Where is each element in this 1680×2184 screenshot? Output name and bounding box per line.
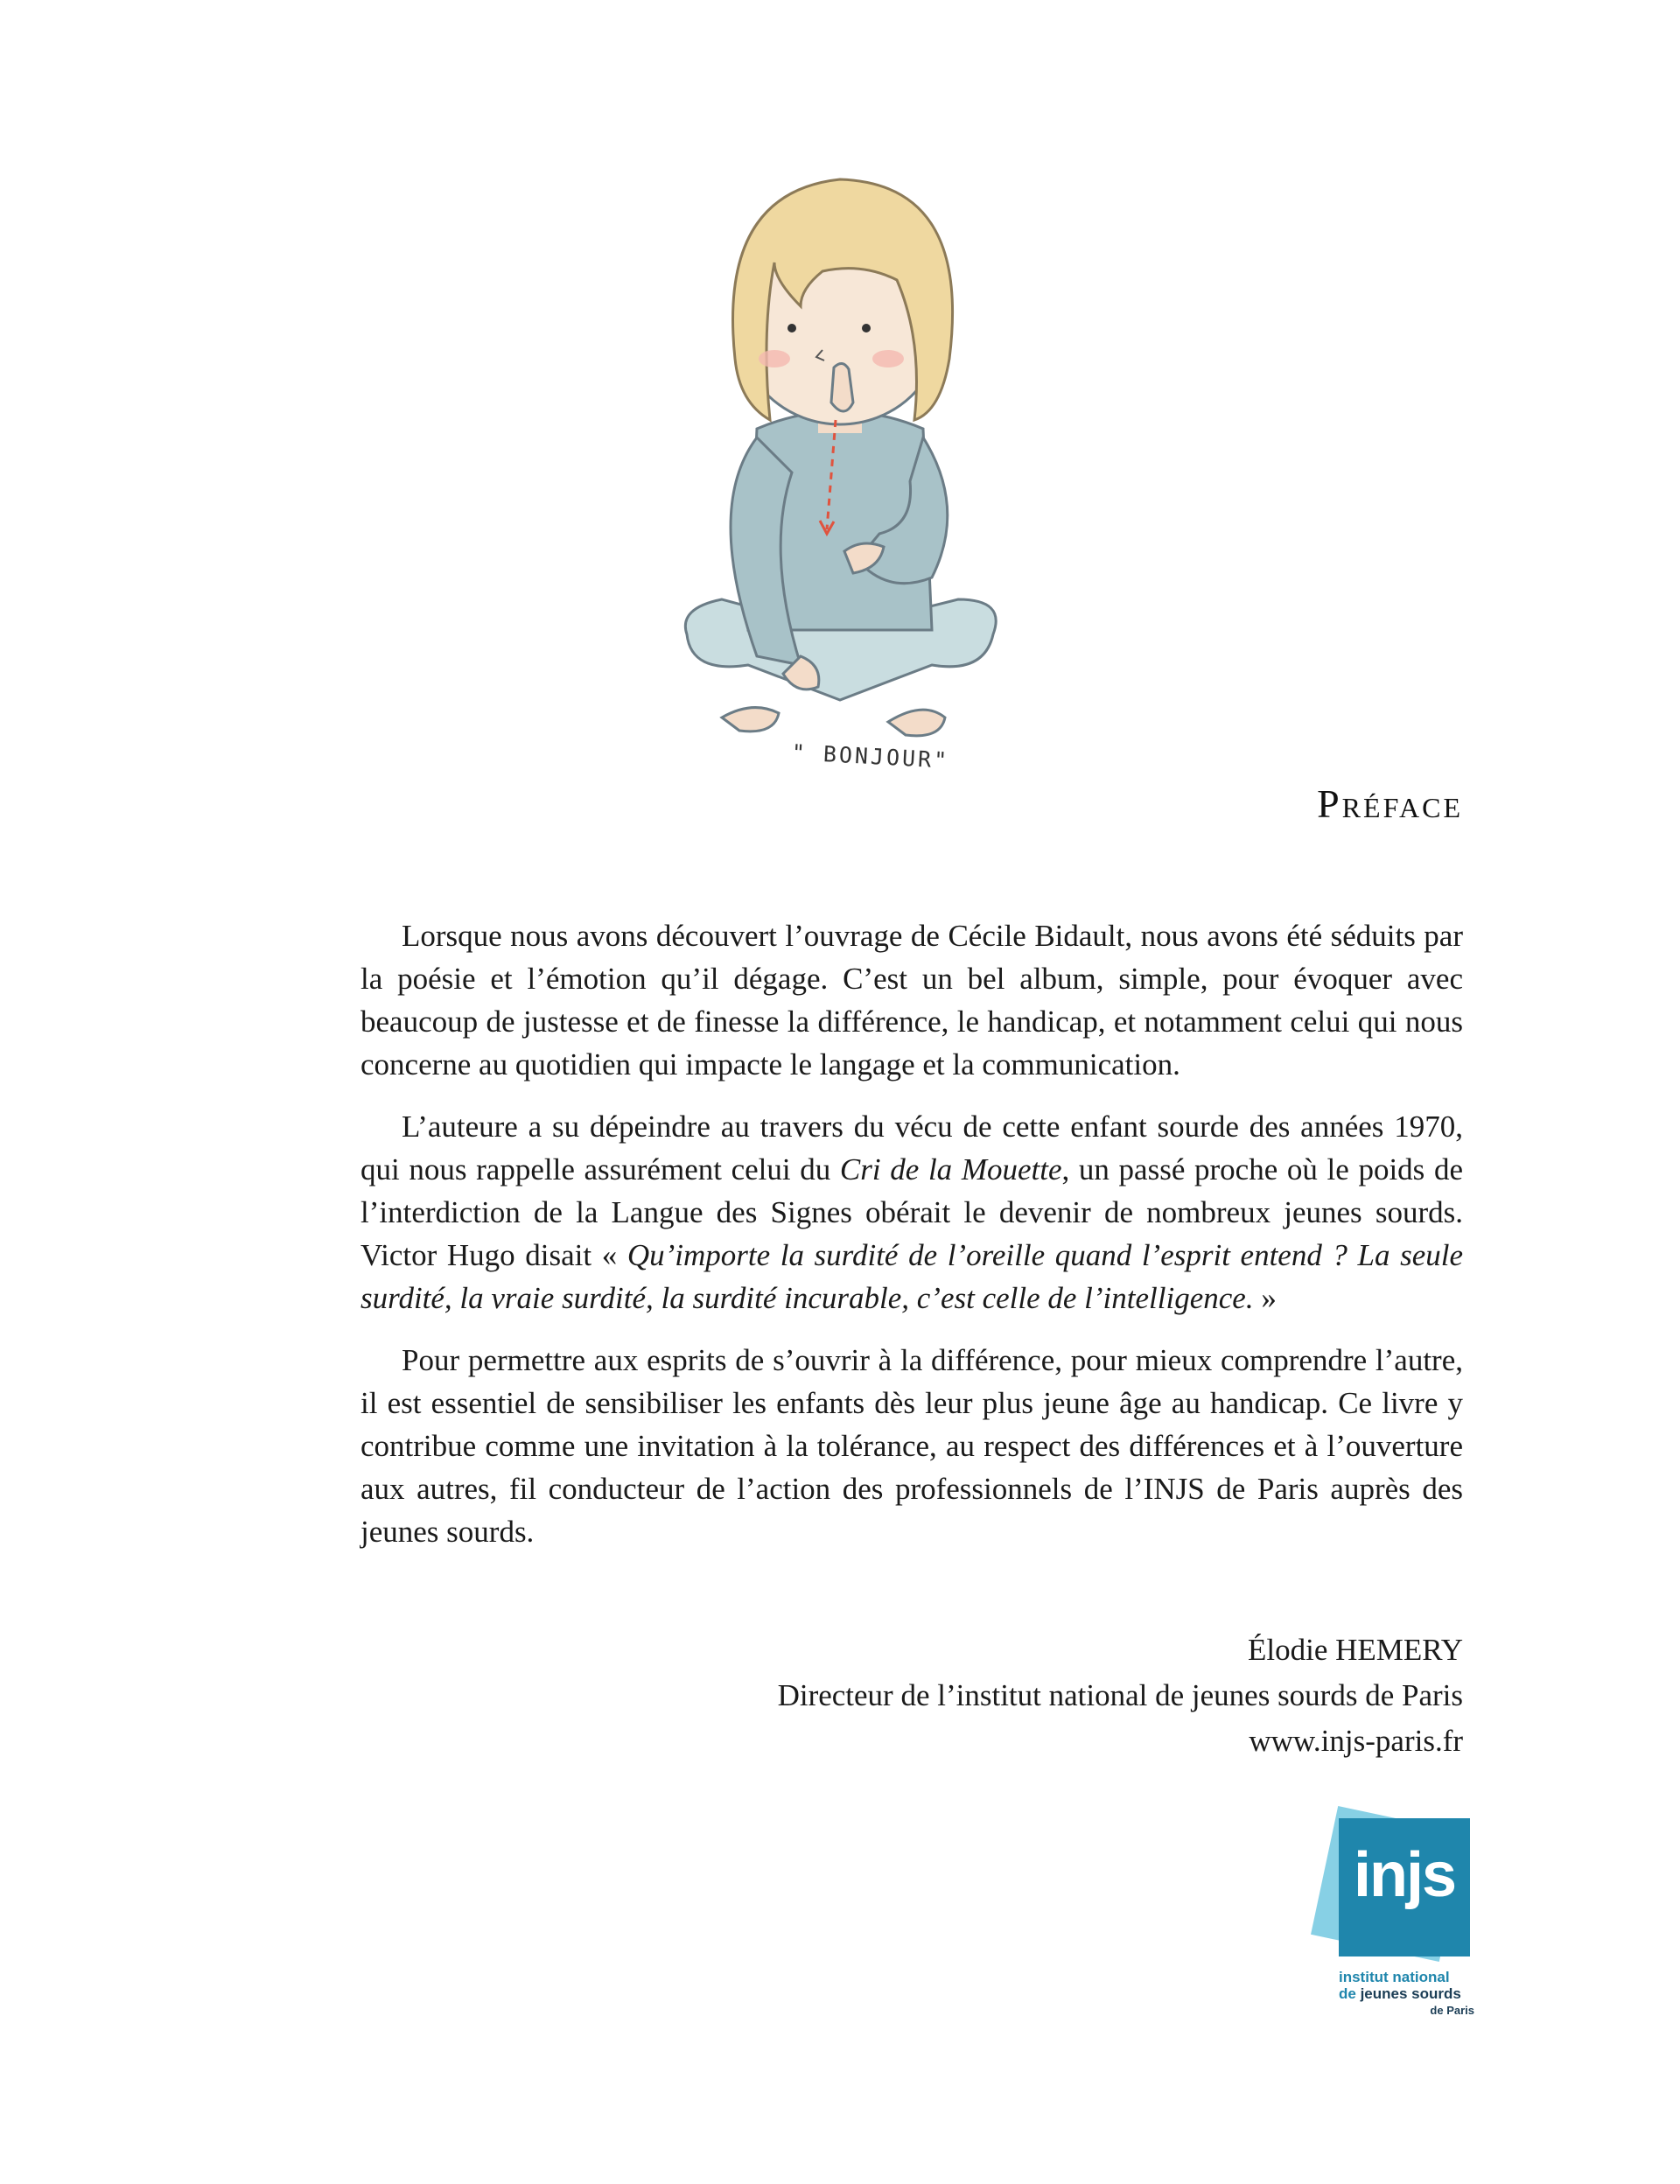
victor-hugo-quote: Qu’importe la surdité de l’oreille quand l’esprit entend ? La seule surdité, la vraie surdité, la surdité incurable, c’est celle de l’intelligence. (360, 1238, 1463, 1315)
signatory-role: Directeur de l’institut national de jeunes sourds de Paris (777, 1678, 1463, 1712)
child-signing-illustration (669, 140, 1011, 788)
logo-line-2 (1339, 1985, 1474, 2002)
injs-logo (1312, 1802, 1488, 2039)
logo-line-3: de Paris (1430, 2004, 1474, 2017)
paragraph-text: Pour permettre aux esprits de s’ouvrir à la différence, pour mieux comprendre l’autre, il est essentiel de sensibiliser les enfants dès leur plus jeune âge au handicap. Ce livre y contribue comme une invitation à la tolérance, au respect des différences et à l’ouverture aux autres, fil conducteur de l’action des professionnels de l’INJS de Paris auprès des jeunes sourds. (360, 1343, 1463, 1549)
logo-mark: injs (1353, 1840, 1456, 1910)
website-link[interactable]: www.injs-paris.fr (1249, 1724, 1463, 1758)
logo-line-1: institut national (1339, 1969, 1450, 1985)
book-title-reference: Cri de la Mouette (839, 1152, 1062, 1186)
signature-block (778, 1628, 1463, 1764)
paragraph-text: Lorsque nous avons découvert l’ouvrage de Cécile Bidault, nous avons été séduits par la poésie et l’émotion qu’il dégage. C’est un bel album, simple, pour évoquer avec beaucoup de justesse et de finesse la différence, le handicap, et notamment celui qui nous concerne au quotidien qui impacte le langage et la communication. (360, 919, 1463, 1082)
paragraph-1 (360, 914, 1463, 1086)
page-title: Préface (1317, 781, 1463, 826)
preface-body (360, 914, 1463, 1572)
signatory-name: Élodie HEMERY (1248, 1633, 1463, 1667)
paragraph-2 (360, 1105, 1463, 1320)
paragraph-3 (360, 1339, 1463, 1553)
logo-line-2-main: jeunes sourds (1360, 1985, 1461, 2002)
logo-line-2-prefix: de (1339, 1985, 1356, 2002)
paragraph-text: , un passé proche où le poids de l’interdiction de la Langue des Signes obérait le devenir de nombreux jeunes sourds. Victor Hugo disait « (360, 1152, 1463, 1272)
paragraph-text: » (1253, 1281, 1277, 1315)
child-drawing (669, 140, 1011, 788)
logo-text (1339, 1969, 1474, 2019)
illustration-caption: " BONJOUR" (791, 739, 950, 774)
paragraph-text: L’auteure a su dépeindre au travers du vécu de cette enfant sourde des années 1970, qui nous rappelle assurément celui du (360, 1110, 1463, 1186)
